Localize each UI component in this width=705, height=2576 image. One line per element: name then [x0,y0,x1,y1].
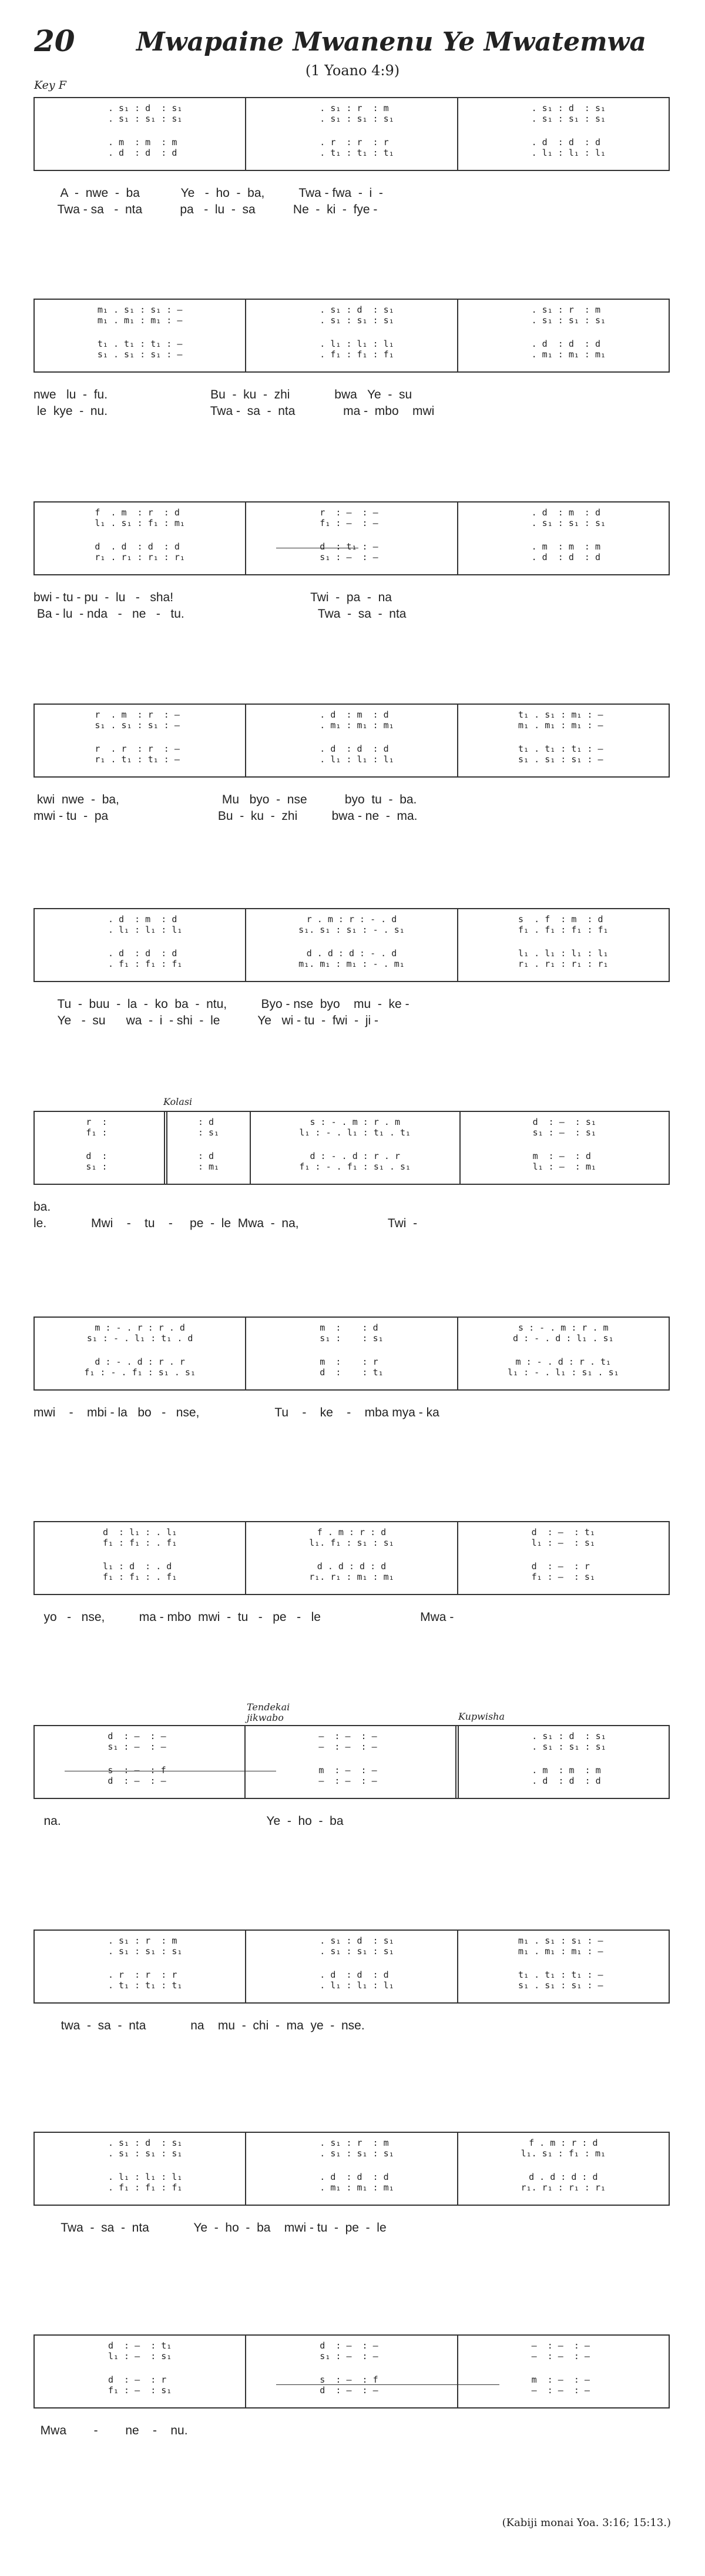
voice-line: . d : m : d [309,709,394,720]
voice-line: d : — : — [108,1776,172,1786]
key-signature: Key F [34,79,66,92]
voice-line: s₁ : — : — [320,552,384,562]
section-mark: jikwabo [247,1712,284,1723]
lyric-line: Ba - lu - nda - ne - tu. Twa - sa - nta [33,607,407,621]
voice-line: f . m : r : d [529,2138,598,2148]
voice-line: — : — : — [318,1776,382,1786]
voice-line: d : - . d : l₁ . s₁ [513,1333,614,1344]
voice-line: . t₁ : t₁ : t₁ [97,1980,183,1991]
lyric-line: ba. [33,1200,51,1214]
voice-line: . m₁ : m₁ : m₁ [521,349,606,360]
voice-line: r . m : r : — [95,709,185,720]
lyric-line: A - nwe - ba Ye - ho - ba, Twa - fwa - i - [33,186,383,200]
measure [245,1522,456,1594]
measure [457,98,669,170]
section-mark: Kupwisha [458,1711,505,1722]
score-system [33,97,670,216]
voice-line: . s₁ : s₁ : s₁ [309,315,394,326]
staff [33,1725,670,1799]
voice-line: f₁ : — : s₁ [108,2385,172,2396]
lyric-line: twa - sa - nta na mu - chi - ma ye - nse. [33,2019,365,2032]
voice-line: . l₁ : l₁ : l₁ [97,2172,183,2182]
score-system [33,908,670,1027]
voice-line: d : — : t₁ [108,2340,172,2351]
voice-line: . d : d : d [97,148,183,158]
voice-line: . s₁ : s₁ : s₁ [97,1946,183,1957]
measure [457,503,669,574]
voice-line: s₁ : — : — [108,1741,172,1752]
measure [35,909,245,981]
voice-line: . f₁ : f₁ : f₁ [97,2182,183,2193]
voice-line: f₁ : f₁ : . f₁ [102,1537,177,1548]
voice-line: . l₁ : l₁ : l₁ [309,1980,394,1991]
voice-line: m : - . d : r . t₁ [515,1356,612,1367]
voice-line: . s₁ : d : s₁ [521,103,606,113]
voice-line: . d : d : d [97,948,183,959]
voice-line: . m : m : m [97,137,183,148]
measure [457,705,669,776]
voice-line: : d [197,1151,220,1161]
voice-line: l₁ : — : s₁ [108,2351,172,2361]
voice-line: . d : m : d [97,914,183,924]
voice-line: r . r : r : — [95,743,185,754]
lyric-line: kwi nwe - ba, Mu byo - nse byo tu - ba. [33,793,417,806]
voice-line: m : - . r : r . d [95,1322,185,1333]
score-system [33,501,670,621]
voice-line: m₁ . m₁ : m₁ : — [518,720,609,731]
measure [35,1931,245,2002]
voice-line: . m₁ : m₁ : m₁ [309,720,394,731]
voice-line: f . m : r : d [95,507,185,518]
voice-line: f . m : r : d [317,1527,387,1537]
voice-line: l₁ . s₁ : f₁ : m₁ [95,518,185,528]
voice-line: . s₁ : d : s₁ [521,1731,606,1741]
voice-line: m : : d [320,1322,384,1333]
voice-line: . s₁ : d : s₁ [97,103,183,113]
lyric-line: mwi - tu - pa Bu - ku - zhi bwa - ne - ma. [33,809,418,823]
voice-line: s₁ . s₁ : s₁ : — [97,349,183,360]
voice-line: r₁. r₁ : m₁ : m₁ [309,1572,394,1582]
voice-line: t₁ . t₁ : t₁ : — [97,339,183,349]
voice-line: . d : d : d [309,1969,394,1980]
voice-line: s : — : f [320,2374,384,2385]
lyric-line: mwi - mbi - la bo - nse, Tu - ke - mba mya - ka [33,1406,439,1419]
voice-line: l₁. s₁ : f₁ : m₁ [521,2148,606,2159]
measure [35,2336,245,2407]
lyric-line: Twa - sa - nta Ye - ho - ba mwi - tu - pe - le [33,2221,387,2235]
voice-line: f₁ . f₁ : f₁ : f₁ [518,924,609,935]
lyric-line: bwi - tu - pu - lu - sha! Twi - pa - na [33,591,392,604]
voice-line: s₁ . s₁ : s₁ : — [95,720,185,731]
score-system [33,1317,670,1419]
voice-line: m : : r [320,1356,384,1367]
voice-line: : m₁ [197,1161,220,1172]
measure [35,1112,164,1184]
voice-line: m₁ . s₁ : s₁ : — [97,304,183,315]
score-system [33,1725,670,1828]
measure [35,1726,244,1798]
measure [457,1318,669,1389]
measure [245,2133,456,2205]
voice-line: d : - . d : r . r [310,1151,401,1161]
voice-line: : d [197,1117,220,1127]
measure [457,909,669,981]
voice-line: t₁ . t₁ : t₁ : — [518,1969,609,1980]
voice-line: d : — : s₁ [532,1117,596,1127]
tie-line [276,2384,499,2385]
voice-line: . d : m : d [521,507,606,518]
measure [35,1522,245,1594]
measure [455,1726,669,1798]
score-system [33,1930,670,2032]
voice-line: . f₁ : f₁ : f₁ [97,959,183,969]
voice-line: d : l₁ : . l₁ [102,1527,177,1537]
measure [457,300,669,371]
measure [459,1112,669,1184]
voice-line: r₁ . r₁ : r₁ : r₁ [518,959,609,969]
voice-line: — : — : — [318,1741,382,1752]
voice-line: m : — : d [532,1151,596,1161]
voice-line: s₁ : — : — [320,2351,384,2361]
score-system [33,2334,670,2437]
lyric-line: Tu - buu - la - ko ba - ntu, Byo - nse byo mu - ke - [33,997,409,1011]
voice-line: . s₁ : s₁ : s₁ [521,315,606,326]
section-mark: Tendekai [247,1701,290,1713]
voice-line: s : — : f [108,1765,172,1776]
staff [33,97,670,171]
voice-line: s₁ : : s₁ [320,1333,384,1344]
score-system [33,1521,670,1624]
voice-line: l₁ : — : s₁ [531,1537,595,1548]
voice-line: r : — : — [320,507,384,518]
lyric-line: Ye - su wa - i - shi - le Ye wi - tu - fwi - ji - [33,1014,378,1027]
lyric-line: Twa - sa - nta pa - lu - sa Ne - ki - fye - [33,203,378,216]
voice-line: f₁ : - . f₁ : s₁ . s₁ [299,1161,411,1172]
voice-line: . s₁ : r : m [309,2138,394,2148]
voice-line: m₁ . m₁ : m₁ : — [518,1946,609,1957]
voice-line: . l₁ : l₁ : l₁ [521,148,606,158]
voice-line: r₁ . t₁ : t₁ : — [95,754,185,765]
voice-line: : s₁ [197,1127,220,1138]
voice-line: d : [86,1151,113,1161]
lyric-line: yo - nse, ma - mbo mwi - tu - pe - le Mwa - [33,1610,454,1624]
staff [33,299,670,373]
voice-line: . s₁ : s₁ : s₁ [521,1741,606,1752]
measure [245,98,456,170]
voice-line: — : — : — [318,1731,382,1741]
measure [35,300,245,371]
voice-line: m : — : — [318,1765,382,1776]
measure [245,300,456,371]
staff [33,2334,670,2408]
voice-line: s₁ : [86,1161,113,1172]
score-system [33,704,670,823]
score-system [33,2132,670,2235]
measure [244,1726,455,1798]
voice-line: . d : d : d [309,743,394,754]
voice-line: s . f : m : d [518,914,609,924]
voice-line: . s₁ : r : m [309,103,394,113]
voice-line: f₁ : — : — [320,518,384,528]
voice-line: . s₁ : s₁ : s₁ [521,113,606,124]
score-system [33,299,670,418]
lyric-line: le kye - nu. Twa - sa - nta ma - mbo mwi [33,404,435,418]
voice-line: . d : d : d [521,137,606,148]
voice-line: — : — : — [531,2351,595,2361]
voice-line: d . d : d : d [95,541,185,552]
voice-line: t₁ . s₁ : m₁ : — [518,709,609,720]
staff [33,2132,670,2206]
voice-line: — : — : — [531,2385,595,2396]
section-mark: Kolasi [163,1096,193,1107]
voice-line: m₁. m₁ : m₁ : - . m₁ [298,959,405,969]
measure [245,1318,456,1389]
staff [33,704,670,778]
voice-line: . m : m : m [521,541,606,552]
measure [35,503,245,574]
voice-line: f₁ : f₁ : . f₁ [102,1572,177,1582]
voice-line: l₁ : - . l₁ : t₁ . t₁ [299,1127,411,1138]
voice-line: . s₁ : s₁ : s₁ [309,2148,394,2159]
voice-line: . r : r : r [97,1969,183,1980]
voice-line: r₁ . r₁ : r₁ : r₁ [95,552,185,562]
staff [33,501,670,575]
scripture-reference: (1 Yoano 4:9) [305,62,400,79]
voice-line: d . d : d : d [529,2172,598,2182]
measure [457,2336,669,2407]
measure [245,1931,456,2002]
voice-line: — : — : — [531,2340,595,2351]
voice-line: r : [86,1117,113,1127]
footnote: (Kabiji monai Yoa. 3:16; 15:13.) [502,2517,671,2529]
voice-line: . s₁ : s₁ : s₁ [521,518,606,528]
voice-line: s : - . m : r . m [310,1117,401,1127]
measure [35,2133,245,2205]
measure [457,1522,669,1594]
voice-line: d : — : r [531,1561,595,1572]
voice-line: . s₁ : d : s₁ [97,2138,183,2148]
song-title: Mwapaine Mwanenu Ye Mwatemwa [136,27,647,57]
voice-line: d : t₁ : — [320,541,384,552]
measure [35,705,245,776]
voice-line: . d : d : d [521,552,606,562]
measure [245,909,456,981]
voice-line: t₁ . t₁ : t₁ : — [518,743,609,754]
voice-line: s₁. s₁ : s₁ : - . s₁ [298,924,405,935]
voice-line: s : - . m : r . m [518,1322,609,1333]
voice-line: . m₁ : m₁ : m₁ [309,2182,394,2193]
voice-line: . s₁ : r : m [97,1935,183,1946]
voice-line: d : — : r [108,2374,172,2385]
voice-line: d : — : — [320,2340,384,2351]
voice-line: . s₁ : d : s₁ [309,1935,394,1946]
voice-line: s₁ . s₁ : s₁ : — [518,1980,609,1991]
measure [457,1931,669,2002]
voice-line: . r : r : r [309,137,394,148]
voice-line: . d : d : d [309,2172,394,2182]
staff [33,1521,670,1595]
voice-line: f₁ : [86,1127,113,1138]
voice-line: m₁ . m₁ : m₁ : — [97,315,183,326]
measure [245,705,456,776]
voice-line: . s₁ : r : m [521,304,606,315]
voice-line: l₁ : - . l₁ : s₁ . s₁ [507,1367,619,1378]
measure [457,2133,669,2205]
voice-line: . d : d : d [521,1776,606,1786]
lyric-line: Mwa - ne - nu. [33,2424,188,2437]
voice-line: f₁ : — : s₁ [531,1572,595,1582]
measure [245,503,456,574]
voice-line: f₁ : - . f₁ : s₁ . s₁ [84,1367,196,1378]
voice-line: d . d : d : - . d [306,948,397,959]
voice-line: l₁ : — : m₁ [532,1161,596,1172]
voice-line: s₁ . s₁ : s₁ : — [518,754,609,765]
voice-line: d : - . d : r . r [95,1356,185,1367]
voice-line: d : : t₁ [320,1367,384,1378]
voice-line: r₁. r₁ : r₁ : r₁ [521,2182,606,2193]
staff [33,1317,670,1391]
measure [250,1112,459,1184]
voice-line: . m : m : m [521,1765,606,1776]
score-system [33,1111,670,1230]
lyric-line: le. Mwi - tu - pe - le Mwa - na, Twi - [33,1217,418,1230]
measure [35,1318,245,1389]
voice-line: . d : d : d [521,339,606,349]
voice-line: . l₁ : l₁ : l₁ [309,754,394,765]
voice-line: . s₁ : d : s₁ [309,304,394,315]
voice-line: l₁ : d : . d [102,1561,177,1572]
measure [245,2336,456,2407]
voice-line: s₁ : - . l₁ : t₁ . d [86,1333,193,1344]
lyric-line: nwe lu - fu. Bu - ku - zhi bwa Ye - su [33,388,412,401]
staff [33,908,670,982]
song-number: 20 [34,24,75,58]
staff [33,1111,670,1185]
voice-line: . s₁ : s₁ : s₁ [309,1946,394,1957]
voice-line: . l₁ : l₁ : l₁ [97,924,183,935]
voice-line: . t₁ : t₁ : t₁ [309,148,394,158]
voice-line: . l₁ : l₁ : l₁ [309,339,394,349]
voice-line: r . m : r : - . d [306,914,397,924]
voice-line: l₁. f₁ : s₁ : s₁ [309,1537,394,1548]
voice-line: d : — : — [320,2385,384,2396]
voice-line: m₁ . s₁ : s₁ : — [518,1935,609,1946]
voice-line: d . d : d : d [317,1561,387,1572]
voice-line: s₁ : — : s₁ [532,1127,596,1138]
staff [33,1930,670,2004]
measure [35,98,245,170]
measure [164,1112,250,1184]
voice-line: . s₁ : s₁ : s₁ [97,2148,183,2159]
voice-line: . s₁ : s₁ : s₁ [309,113,394,124]
voice-line: . f₁ : f₁ : f₁ [309,349,394,360]
voice-line: d : — : — [108,1731,172,1741]
lyric-line: na. Ye - ho - ba [33,1814,344,1828]
voice-line: . s₁ : s₁ : s₁ [97,113,183,124]
voice-line: l₁ . l₁ : l₁ : l₁ [518,948,609,959]
voice-line: d : — : t₁ [531,1527,595,1537]
voice-line: m : — : — [531,2374,595,2385]
